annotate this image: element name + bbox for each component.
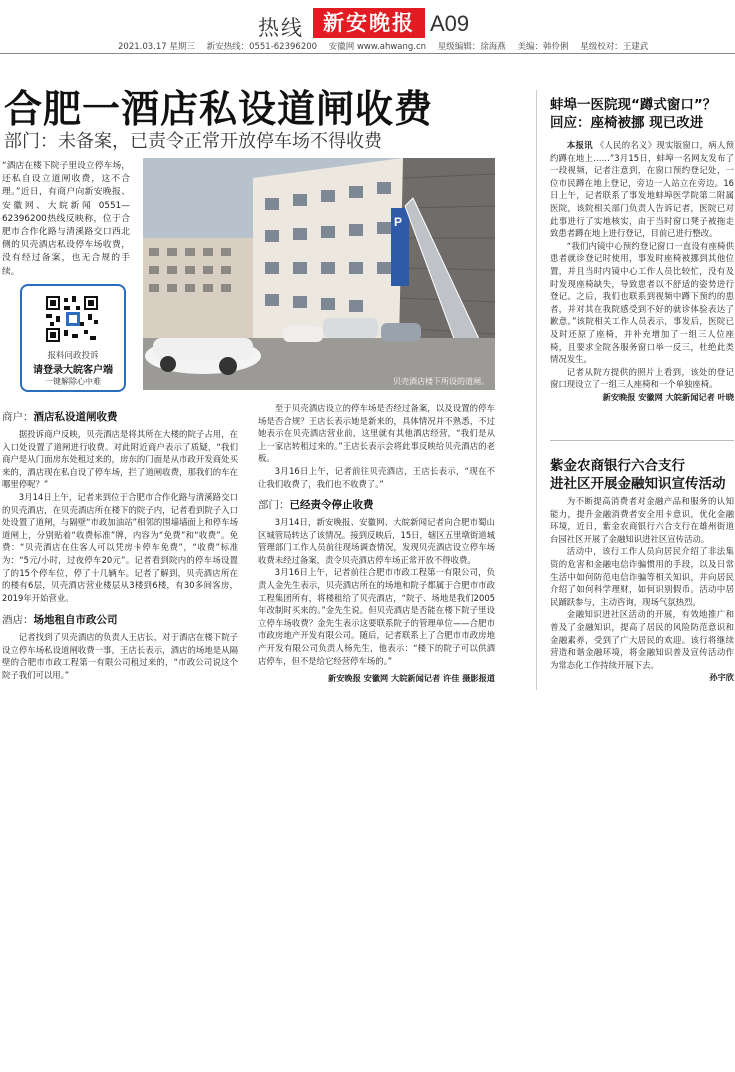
parking-lot-photo-illustration bbox=[143, 158, 495, 390]
header-proofreader: 星级校对：王建武 bbox=[580, 42, 649, 52]
headline-line-1: 紫金农商银行六合支行 bbox=[550, 458, 685, 474]
qr-line-2: 请登录大皖客户端 bbox=[33, 365, 113, 376]
paragraph: 3月16日上午，记者前往合肥市市政工程第一有限公司，负责人金先生表示，贝壳酒店所在的场地和院子都属于合肥市市政工程集团所有，将楼租给了贝壳酒店，“院子、场地是我们2005年改制时买来的。”金先生说。但贝壳酒店是否能在楼下院子里设立停车场收费？金先生表示这要联系院子的管理单位——合肥市市政房地产开发有限公司。随后，记者联系上了合肥市市政房地产开发有限公司负责人杨先生，他表示：“楼下的院子可以供酒店停车，但不是给它经营停车场的。” bbox=[258, 567, 495, 666]
section-heading-merchant bbox=[2, 409, 118, 424]
header-hotline-number: 新安热线：0551-62396200 bbox=[206, 42, 318, 52]
header-divider bbox=[0, 53, 735, 54]
column-2-top bbox=[258, 402, 495, 490]
section-title: 场地租自市政公司 bbox=[33, 614, 118, 626]
lead-label: 本报讯 bbox=[566, 140, 593, 150]
right-story-2-byline: 孙宇欣 bbox=[709, 672, 734, 683]
header-editor: 星级编辑：徐海燕 bbox=[437, 42, 506, 52]
section-title: 酒店私设道闸收费 bbox=[33, 411, 118, 423]
header-website: 安徽网 www.ahwang.cn bbox=[328, 42, 427, 52]
headline-line-2: 回应：座椅被挪 现已改进 bbox=[550, 115, 704, 131]
paragraph: 记者从院方提供的照片上看到，该处的登记窗口现设立了一组三人座椅和一个单独座椅。 bbox=[550, 366, 734, 390]
section-label: 部门： bbox=[258, 499, 290, 511]
qr-code-icon[interactable] bbox=[44, 294, 100, 344]
headline-line-2: 进社区开展金融知识宣传活动 bbox=[550, 476, 726, 492]
paragraph: 至于贝壳酒店设立的停车场是否经过备案，以及设置的停车场是否合规？王店长表示她是新来的，具体情况并不熟悉，不过她表示在贝壳酒店营业前，这里就有其他酒店经营，“我们是从上一家店转租过来的。”王店长表示会将此事反映给贝壳酒店的老板。 bbox=[258, 403, 495, 464]
news-photo bbox=[143, 158, 495, 390]
newspaper-logo: 新安晚报 bbox=[313, 8, 425, 38]
paragraph bbox=[550, 139, 734, 240]
headline-line-1: 蚌埠一医院现“蹲式窗口”？ bbox=[550, 97, 717, 113]
right-story-2-body bbox=[550, 495, 734, 684]
photo-caption: 贝壳酒店楼下所设的道闸。 bbox=[393, 377, 489, 386]
section-heading-hotel bbox=[2, 612, 118, 627]
main-headline: 合肥一酒店私设道闸收费 bbox=[4, 87, 434, 131]
paragraph: 记者找到了贝壳酒店的负责人王店长，对于酒店在楼下院子设立停车场私设道闸收费一事，王店长表示，酒店的场地是从隔壁的合肥市市政工程第一有限公司租过来的，“市政公司说这个院子我们可以用。” bbox=[2, 632, 238, 680]
column-1-top bbox=[2, 428, 238, 604]
right-story-1-body bbox=[550, 139, 734, 403]
paragraph: 据投诉商户反映，贝壳酒店是将其所在大楼的院子占用，在入口处设置了道闸进行收费。对此附近商户表示了质疑，“我们商户是从门面房东处租过来的，房东的门面是从市政开发商处买来的，酒店现在私自设了停车场，拦了道闸收费，那我们的车在哪里停呢？” bbox=[2, 429, 238, 490]
section-label: 酒店： bbox=[2, 614, 34, 626]
right-story-1-headline bbox=[550, 96, 735, 132]
paragraph: 3月14日上午，记者来到位于合肥市合作化路与清溪路交口的贝壳酒店，在贝壳酒店所在楼下的院子内，记者看到院子入口处设置了道闸，与隔壁“市政加油站”相邻的围墙墙面上和停车场道闸上，分别贴着“收费标准”牌，内容为“免费”和“收费”。免费：“贝壳酒店在住客人可以凭房卡停车免费”，“收费”标准为：“5元/小时，过夜停车20元”。记者看到院内的停车场设置了的15个停车位，停了十几辆车。记者了解到，贝壳酒店所在的楼有6层，贝壳酒店营业楼层从3楼到6楼，有30多间客房，2019年开始营业。 bbox=[2, 491, 238, 603]
page-number: A09 bbox=[430, 11, 470, 36]
right-story-2-headline bbox=[550, 457, 735, 493]
paragraph: 活动中，该行工作人员向居民介绍了非法集资的危害和金融电信诈骗惯用的手段，以及日常生活中如何防范电信诈骗等相关知识，并向居民介绍了如何科学理财，如何识别假币。活动中居民踊跃参与，主动咨询，现场气氛热烈。 bbox=[550, 546, 734, 607]
header-hotline: 热线 bbox=[258, 16, 304, 40]
story-divider bbox=[550, 440, 734, 441]
header-designer: 美编：韩伶俐 bbox=[517, 42, 569, 52]
qr-line-3: 一键解除心中难 bbox=[45, 377, 101, 386]
main-subheadline: 部门：未备案，已责令正常开放停车场不得收费 bbox=[4, 131, 382, 152]
paragraph: 3月16日上午，记者前往贝壳酒店，王店长表示，“现在不让我们收费了，我们也不收费了。” bbox=[258, 465, 495, 489]
svg-text:P: P bbox=[394, 215, 403, 229]
lead-text: 《人民的名义》现实版窗口，病人预约蹲在地上……”3月15日，蚌埠一名网友发布了一段视频，记者注意到，在窗口预约登记处，一位市民蹲在地上登记，旁边一人站立在旁边。16日上午，记者联系了事发地蚌埠医学院第二附属医院，该院相关部门负责人告诉记者，医院已对此事进行了实地核实，由于当时窗口凳子被拖走致患者蹲在地上进行登记，目前已进行整改。 bbox=[550, 140, 735, 239]
main-byline: 新安晚报 安徽网 大皖新闻记者 许佳 摄影报道 bbox=[328, 673, 495, 683]
column-2-bottom bbox=[258, 516, 495, 667]
qr-promo-box[interactable] bbox=[20, 284, 126, 392]
right-story-1-byline: 新安晚报 安徽网 大皖新闻记者 叶晓 bbox=[602, 391, 734, 402]
qr-line-1: 报料问政投诉 bbox=[47, 351, 99, 361]
paragraph: 为不断提高消费者对金融产品和服务的认知能力，提升金融消费者安全用卡意识，优化金融环境，近日，紫金农商银行六合支行在雄州街道台园社区开展了金融知识进社区宣传活动。 bbox=[550, 496, 734, 544]
column-1-bottom bbox=[2, 631, 238, 681]
section-title: 已经责令停止收费 bbox=[289, 499, 374, 511]
paragraph: “我们内镜中心预约登记窗口一直设有座椅供患者就诊登记时使用，事发时座椅被挪到其他位置，并且当时内镜中心工作人员比较忙，没有及时发现座椅缺失，导致患者以不舒适的姿势进行登记。之后，我们也联系到视频中蹲下预约的患者，并对其在我院感受到不好的就诊体验表达了歉意。”该院相关工作人员表示，事发后，医院已及时还原了座椅，并补充增加了一组三人位座椅，且要求全院各服务窗口举一反三，杜绝此类情况发生。 bbox=[550, 240, 734, 365]
paragraph: 金融知识进社区活动的开展，有效地推广和普及了金融知识，提高了居民的风险防范意识和金融素养，受到了广大居民的欢迎。该行将继续营造和谐金融环境，将金融知识普及宣传活动作为常态化工作持续开展下去。 bbox=[550, 609, 734, 670]
header-info-line bbox=[118, 40, 649, 52]
paragraph: 3月14日，新安晚报、安徽网、大皖新闻记者向合肥市蜀山区城管局转达了该情况。接到反映后，15日，辖区五里墩街道城管理部门工作人员前往现场调查情况，发现贝壳酒店设立停车场收费未经过备案，责令贝壳酒店停车场正常开放不得收费。 bbox=[258, 517, 495, 565]
section-label: 商户： bbox=[2, 411, 34, 423]
header-date: 2021.03.17 星期三 bbox=[118, 42, 195, 52]
section-heading-department bbox=[258, 497, 374, 512]
intro-paragraph: “酒店在楼下院子里设立停车场，还私自设立道闸收费，这不合理。”近日，有商户向新安晚报、安徽网、大皖新闻 0551—62396200热线反映称，位于合肥市合作化路与清溪路交口西北侧的贝壳酒店私设停车场收费，没有经过备案，也无合规的手续。 bbox=[2, 161, 130, 277]
column-divider bbox=[536, 90, 537, 690]
